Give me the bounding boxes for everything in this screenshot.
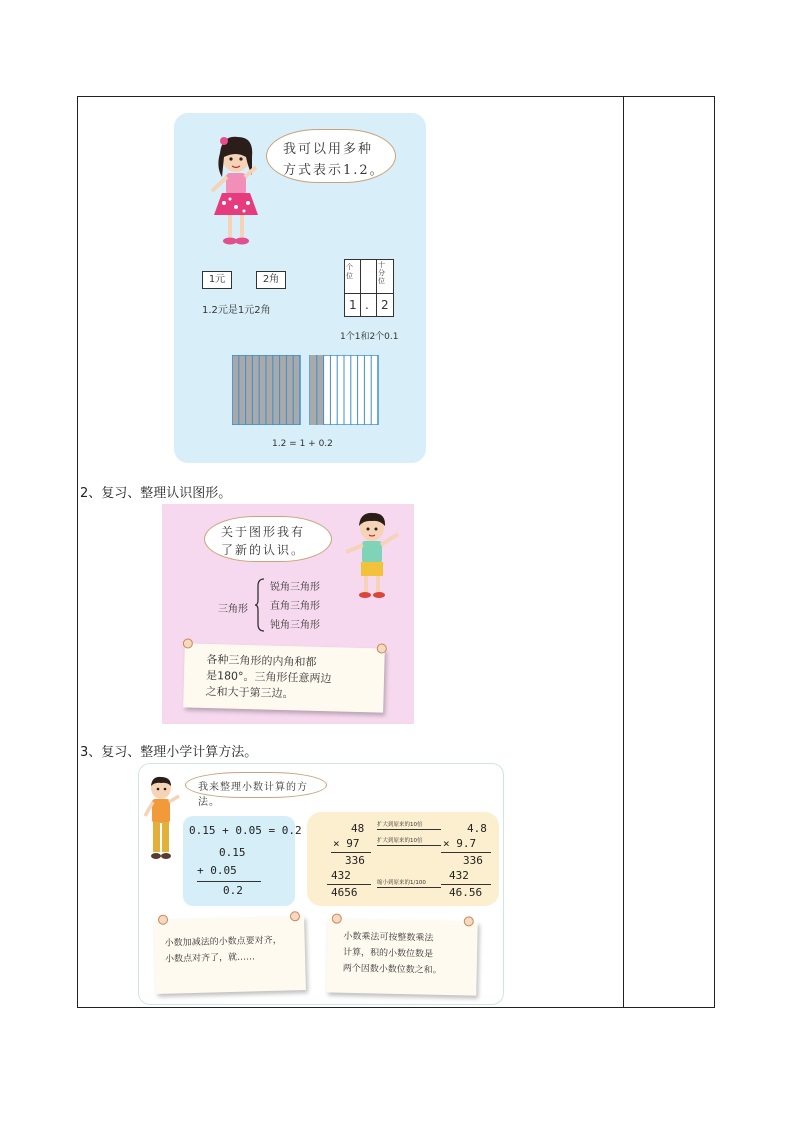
note-line: 计算，积的小数位数是: [342, 947, 434, 960]
decimal-representation-illustration: [174, 113, 426, 463]
note-line: 小数乘法可按整数乘法: [343, 931, 434, 944]
addition-vertical-b: + 0.05: [197, 864, 237, 877]
boy-character-image: [141, 774, 181, 866]
arrow-label-2: 扩大到原来的10倍: [377, 838, 423, 844]
note-line: 之和大于第三边。: [205, 684, 294, 701]
decimal-addition-box: [183, 816, 302, 906]
money-jiao-card: 2角: [256, 271, 286, 289]
note-line: 是180°。三角形任意两边: [205, 668, 332, 686]
bubble-line: 方式表示1.2。: [283, 163, 385, 178]
table-column-divider: [623, 97, 624, 1007]
addition-vertical-sum: 0.2: [223, 884, 243, 897]
bubble-line: 关于图形我有: [221, 525, 306, 539]
dec-product: 46.56: [449, 886, 483, 899]
addition-vertical-a: 0.15: [219, 846, 246, 859]
dec-factor-a: 4.8: [467, 822, 487, 835]
note-line: 两个因数小数位数之和。: [342, 963, 442, 976]
tenths-place-header: 十分位: [378, 261, 385, 285]
arrow-icon: [377, 829, 441, 830]
triangle-type-obtuse: 钝角三角形: [270, 620, 320, 631]
pin-icon: [183, 638, 193, 648]
bubble-line: 我可以用多种: [283, 142, 374, 157]
speech-bubble: [185, 772, 327, 808]
bar-model-caption: 1.2 = 1 + 0.2: [272, 439, 333, 449]
dec-partial-2: 432: [449, 869, 469, 882]
dec-partial-1: 336: [463, 854, 483, 867]
int-partial-2: 432: [331, 869, 351, 882]
note-line: 小数点对齐了，就……: [164, 952, 256, 965]
triangle-fact-note: [183, 643, 385, 712]
int-factor-a: 48: [351, 822, 365, 835]
bubble-line: 了新的认识。: [221, 543, 306, 557]
money-caption: 1.2元是1元2角: [202, 305, 271, 316]
arrow-label-3: 缩小到原来的1/100: [377, 880, 426, 886]
arrow-label-1: 扩大到原来的10倍: [377, 822, 423, 828]
brace-icon: [254, 578, 266, 632]
money-yuan-card: 1元: [202, 271, 232, 289]
pin-icon: [290, 911, 300, 921]
int-partial-1: 336: [345, 854, 365, 867]
place-value-table: [344, 259, 394, 317]
ones-place-header: 个位: [346, 263, 353, 280]
speech-bubble: [204, 516, 332, 562]
ones-digit: 1: [349, 298, 357, 312]
section-3-heading: 3、复习、整理小学计算方法。: [80, 745, 258, 760]
int-product: 4656: [331, 886, 358, 899]
pin-icon: [464, 916, 474, 926]
triangle-review-illustration: [162, 504, 414, 724]
place-value-caption: 1个1和2个0.1: [340, 332, 399, 342]
decimal-bar-model: [232, 355, 382, 425]
triangle-type-acute: 锐角三角形: [270, 582, 320, 593]
arrow-icon: [377, 887, 441, 888]
addition-equation: 0.15 + 0.05 = 0.2: [189, 824, 302, 837]
addition-rule-note: [154, 916, 306, 994]
banner-text: 我来整理小数计算的方法。: [198, 782, 308, 808]
multiplication-rule-note: [326, 918, 478, 995]
decimal-point: .: [365, 298, 369, 312]
dec-factor-b: × 9.7: [443, 837, 477, 850]
speech-bubble: [266, 129, 396, 183]
int-factor-b: × 97: [333, 837, 360, 850]
arrow-icon: [377, 845, 441, 846]
decimal-multiplication-box: [307, 812, 499, 906]
section-2-heading: 2、复习、整理认识图形。: [80, 486, 232, 501]
girl-character-image: [200, 127, 270, 255]
pin-icon: [377, 643, 387, 653]
pin-icon: [332, 914, 342, 924]
calculation-methods-illustration: [138, 763, 504, 1005]
note-line: 小数加减法的小数点要对齐，: [164, 935, 282, 949]
tenths-digit: 2: [381, 298, 389, 312]
triangle-type-right: 直角三角形: [270, 601, 320, 612]
triangle-label: 三角形: [218, 604, 248, 615]
note-line: 各种三角形的内角和都: [206, 652, 317, 669]
boy-character-image: [340, 508, 406, 602]
pin-icon: [158, 915, 168, 925]
